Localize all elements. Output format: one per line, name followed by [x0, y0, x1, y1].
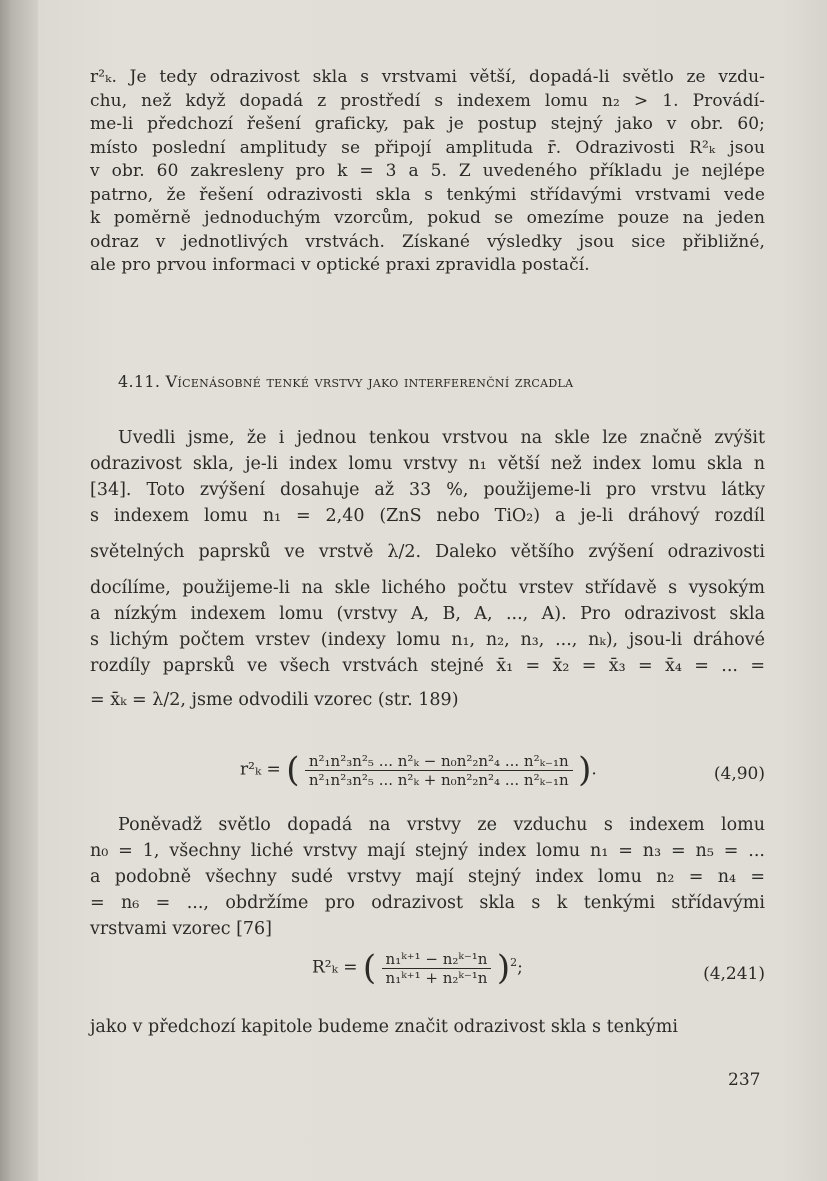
- equation-denominator: n₁ᵏ⁺¹ + n₂ᵏ⁻¹n: [385, 968, 488, 987]
- text-line: světelných paprsků ve vrstvě λ/2. Daleko většího zvýšení odrazivosti: [90, 542, 765, 562]
- text-line: = x̄ₖ = λ/2, jsme odvodili vzorec (str. 189): [90, 690, 459, 710]
- text-line: patrno, že řešení odrazivosti skla s tenkými střídavými vrstvami vede: [90, 184, 765, 205]
- paren-right: ): [578, 750, 592, 790]
- book-spine-shadow: [0, 0, 38, 1181]
- section-number: 4.11.: [118, 372, 161, 391]
- equation-lhs: r²ₖ =: [240, 759, 281, 780]
- equation-denominator: n²₁n²₃n²₅ ... n²ₖ + n₀n²₂n²₄ ... n²ₖ₋₁n: [308, 770, 569, 789]
- text-line: v obr. 60 zakresleny pro k = 3 a 5. Z uvedeného příkladu je nejlépe: [90, 161, 765, 181]
- paren-left: (: [362, 948, 377, 988]
- equation-numerator: n₁ᵏ⁺¹ − n₂ᵏ⁻¹n: [382, 950, 492, 969]
- text-line: k poměrně jednoduchým vzorcům, pokud se omezíme pouze na jeden: [90, 208, 765, 228]
- text-line: = n₆ = ..., obdržíme pro odrazivost skla s k tenkými střídavými: [90, 893, 765, 913]
- equation-numerator: n²₁n²₃n²₅ ... n²ₖ − n₀n²₂n²₄ ... n²ₖ₋₁n: [305, 752, 573, 771]
- text-line: vrstvami vzorec [76]: [90, 919, 272, 939]
- equation-label: (4,90): [713, 764, 765, 784]
- text-line: [34]. Toto zvýšení dosahuje až 33 %, použijeme-li pro vrstvu látky: [90, 480, 765, 500]
- equation-fraction: [382, 950, 492, 987]
- text-line: odrazivost skla, je-li index lomu vrstvy n₁ větší než index lomu skla n: [90, 454, 765, 474]
- equation-fraction: [305, 752, 573, 789]
- page-number: 237: [728, 1070, 761, 1090]
- section-title: Vícenásobné tenké vrstvy jako interferenční zrcadla: [165, 372, 574, 391]
- equation-label: (4,241): [703, 964, 765, 984]
- text-line: rozdíly paprsků ve všech vrstvách stejné x̄₁ = x̄₂ = x̄₃ = x̄₄ = ... =: [90, 656, 765, 676]
- text-line: místo poslední amplitudy se připojí amplituda r̄. Odrazivosti R²ₖ jsou: [90, 137, 765, 158]
- text-line: ale pro prvou informaci v optické praxi zpravidla postačí.: [90, 255, 590, 275]
- text-line: a nízkým indexem lomu (vrstvy A, B, A, ..., A). Pro odrazivost skla: [90, 604, 765, 624]
- equation-lhs: R²ₖ =: [312, 957, 358, 978]
- text-line: a podobně všechny sudé vrstvy mají stejný index lomu n₂ = n₄ =: [90, 867, 765, 887]
- paragraph-derivation: [90, 812, 765, 942]
- text-line: s lichým počtem vrstev (indexy lomu n₁, n₂, n₃, ..., nₖ), jsou-li dráhové: [90, 630, 765, 650]
- equation-4-241: R²ₖ = ( $\frac{\text{n₁ᵏ⁺¹ − n₂ᵏ⁻¹n}}{\text{n₁ᵏ⁺¹ + n₂ᵏ⁻¹n}}$ )$^2$; (4,241): [312, 948, 765, 988]
- paren-left: (: [286, 750, 300, 790]
- paren-right: ): [496, 948, 511, 988]
- equation-4-90: r²ₖ = ( $\frac{\text{n²₁n²₃n²₅ ... n²ₖ − n₀n²₂n²₄ ... n²ₖ₋₁n}}{\text{n²₁n²₃n²₅ ... n²ₖ + n₀n²₂n²₄ ... n²ₖ₋₁n}}$ ). (4,90): [240, 750, 765, 790]
- text-line: odraz v jednotlivých vrstvách. Získané výsledky jsou sice přibližné,: [90, 231, 765, 252]
- text-line: n₀ = 1, všechny liché vrstvy mají stejný index lomu n₁ = n₃ = n₅ = ...: [90, 841, 765, 861]
- paragraph-intro: [90, 425, 765, 713]
- text-line: s indexem lomu n₁ = 2,40 (ZnS nebo TiO₂) a je-li dráhový rozdíl: [90, 506, 765, 526]
- text-line-final: jako v předchozí kapitole budeme značit odrazivost skla s tenkými: [90, 1017, 678, 1037]
- text-line: Uvedli jsme, že i jednou tenkou vrstvou na skle lze značně zvýšit: [118, 428, 765, 448]
- paragraph-continuation: [90, 66, 765, 278]
- section-heading: [118, 372, 758, 391]
- text-line: docílíme, použijeme-li na skle lichého počtu vrstev střídavě s vysokým: [90, 578, 765, 598]
- text-line: r²ₖ. Je tedy odrazivost skla s vrstvami větší, dopadá-li světlo ze vzdu-: [90, 67, 765, 87]
- text-line: me-li předchozí řešení graficky, pak je postup stejný jako v obr. 60;: [90, 114, 765, 134]
- text-line: chu, než když dopadá z prostředí s indexem lomu n₂ > 1. Provádí-: [90, 90, 765, 111]
- text-line: Poněvadž světlo dopadá na vrstvy ze vzduchu s indexem lomu: [118, 815, 765, 835]
